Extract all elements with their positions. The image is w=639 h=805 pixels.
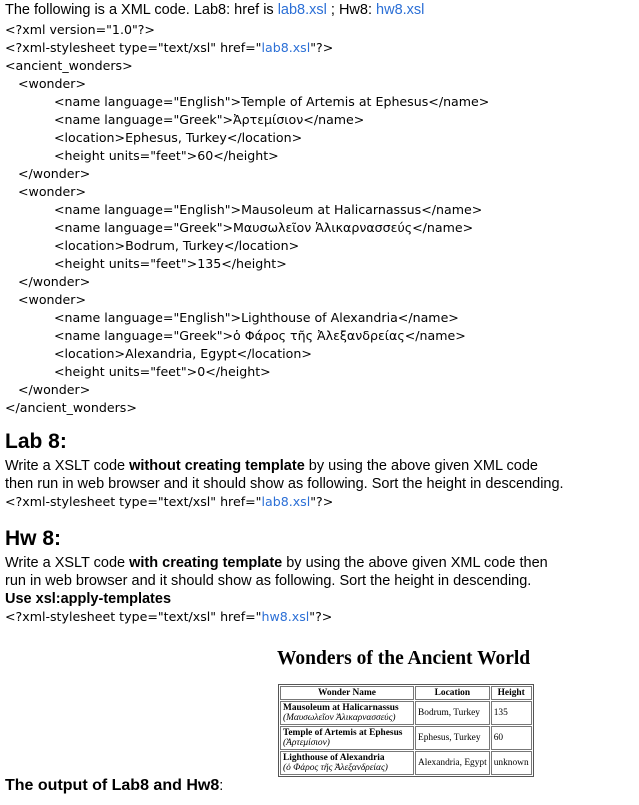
- lab8-stylesheet-suf: "?>: [310, 494, 334, 509]
- intro-prefix: The following is a XML code. Lab8: href is: [5, 2, 278, 18]
- hw8-link[interactable]: hw8.xsl: [376, 2, 425, 18]
- table-header-row: [280, 686, 532, 700]
- xml-line-19: <location>Alexandria, Egypt</location>: [54, 346, 312, 361]
- output-label: [5, 777, 223, 795]
- wonder-greek: (Μαυσωλεῖον Ἁλικαρνασσεύς): [283, 713, 396, 723]
- hw8-heading: Hw 8:: [5, 527, 62, 550]
- lab8-bold-1: without creating template: [129, 458, 305, 474]
- wonder-name-cell: [280, 751, 414, 775]
- output-label-colon: :: [219, 778, 224, 794]
- hw8-href[interactable]: hw8.xsl: [261, 609, 310, 624]
- xml-line-7: <location>Ephesus, Turkey</location>: [54, 130, 303, 145]
- table-row: [280, 751, 532, 775]
- lab8-link[interactable]: lab8.xsl: [277, 2, 327, 18]
- xml-line-17: <name language="English">Lighthouse of Alexandria</name>: [54, 310, 459, 325]
- wonder-english: Mausoleum at Halicarnassus: [283, 703, 399, 713]
- hw8-text-1: Write a XSLT code: [5, 555, 130, 571]
- xml-line-11: <name language="English">Mausoleum at Halicarnassus</name>: [54, 202, 483, 217]
- xml-line-8: <height units="feet">60</height>: [54, 148, 279, 163]
- hw8-bold-line: Use xsl:apply-templates: [5, 591, 172, 607]
- height-cell: 60: [491, 726, 532, 750]
- xml-line-14: <height units="feet">135</height>: [54, 256, 287, 271]
- hw8-stylesheet-suf: "?>: [309, 609, 333, 624]
- xml-line-15: </wonder>: [18, 274, 91, 289]
- xml-line-4: <wonder>: [18, 76, 87, 91]
- wonder-name-cell: [280, 726, 414, 750]
- xml-line-21: </wonder>: [18, 382, 91, 397]
- xml-line-5: <name language="English">Temple of Artemis at Ephesus</name>: [54, 94, 490, 109]
- lab8-stylesheet-pre: <?xml-stylesheet type="text/xsl" href=": [5, 494, 262, 509]
- height-cell: 135: [491, 701, 532, 725]
- wonders-table: [278, 684, 534, 777]
- location-cell: Ephesus, Turkey: [415, 726, 490, 750]
- xml-line-13: <location>Bodrum, Turkey</location>: [54, 238, 300, 253]
- hw8-text-2: by using the above given XML code then: [282, 555, 548, 571]
- wonder-name-cell: [280, 701, 414, 725]
- xml-line-10: <wonder>: [18, 184, 87, 199]
- xml-line-22: </ancient_wonders>: [5, 400, 137, 415]
- intro-middle: ; Hw8:: [326, 2, 377, 18]
- location-cell: Bodrum, Turkey: [415, 701, 490, 725]
- xml-href-lab8[interactable]: lab8.xsl: [261, 40, 311, 55]
- lab8-href[interactable]: lab8.xsl: [261, 494, 311, 509]
- lab8-text-1: Write a XSLT code: [5, 458, 130, 474]
- xml-line-20: <height units="feet">0</height>: [54, 364, 271, 379]
- header-height: Height: [491, 686, 532, 700]
- lab8-stylesheet-line: [5, 494, 333, 509]
- lab8-heading: Lab 8:: [5, 430, 67, 453]
- wonder-greek: (Ἀρτεμίσιον): [283, 738, 330, 748]
- wonder-english: Temple of Artemis at Ephesus: [283, 728, 403, 738]
- table-row: [280, 726, 532, 750]
- lab8-line-1: [5, 458, 538, 474]
- output-title: Wonders of the Ancient World: [277, 648, 531, 669]
- intro-line: [5, 2, 424, 18]
- header-wonder-name: Wonder Name: [280, 686, 414, 700]
- hw8-line-2: run in web browser and it should show as following. Sort the height in descending.: [5, 573, 532, 589]
- xml-line-1: <?xml version="1.0"?>: [5, 22, 155, 37]
- lab8-text-2: by using the above given XML code: [304, 458, 538, 474]
- xml-line-9: </wonder>: [18, 166, 91, 181]
- wonder-english: Lighthouse of Alexandria: [283, 753, 385, 763]
- hw8-stylesheet-pre: <?xml-stylesheet type="text/xsl" href=": [5, 609, 262, 624]
- header-location: Location: [415, 686, 490, 700]
- location-cell: Alexandria, Egypt: [415, 751, 490, 775]
- xml-line-12: <name language="Greek">Μαυσωλεῖον Ἁλικαρνασσεύς</name>: [54, 220, 474, 235]
- wonder-greek: (ὁ Φάρος τῆς Ἀλεξανδρείας): [283, 763, 388, 773]
- xml-line-16: <wonder>: [18, 292, 87, 307]
- output-label-text: The output of Lab8 and Hw8: [5, 777, 220, 794]
- xml-stylesheet-suf: "?>: [310, 40, 334, 55]
- hw8-bold-1: with creating template: [129, 555, 283, 571]
- xml-line-6: <name language="Greek">Ἀρτεμίσιον</name>: [54, 112, 365, 127]
- table-row: [280, 701, 532, 725]
- xml-line-3: <ancient_wonders>: [5, 58, 133, 73]
- xml-stylesheet-pre: <?xml-stylesheet type="text/xsl" href=": [5, 40, 262, 55]
- hw8-line-1: [5, 555, 548, 571]
- lab8-line-2: then run in web browser and it should show as following. Sort the height in descending.: [5, 476, 564, 492]
- height-cell: unknown: [491, 751, 532, 775]
- xml-line-2: [5, 40, 333, 55]
- xml-line-18: <name language="Greek">ὁ Φάρος τῆς Ἀλεξανδρείας</name>: [54, 328, 466, 343]
- hw8-stylesheet-line: [5, 609, 332, 624]
